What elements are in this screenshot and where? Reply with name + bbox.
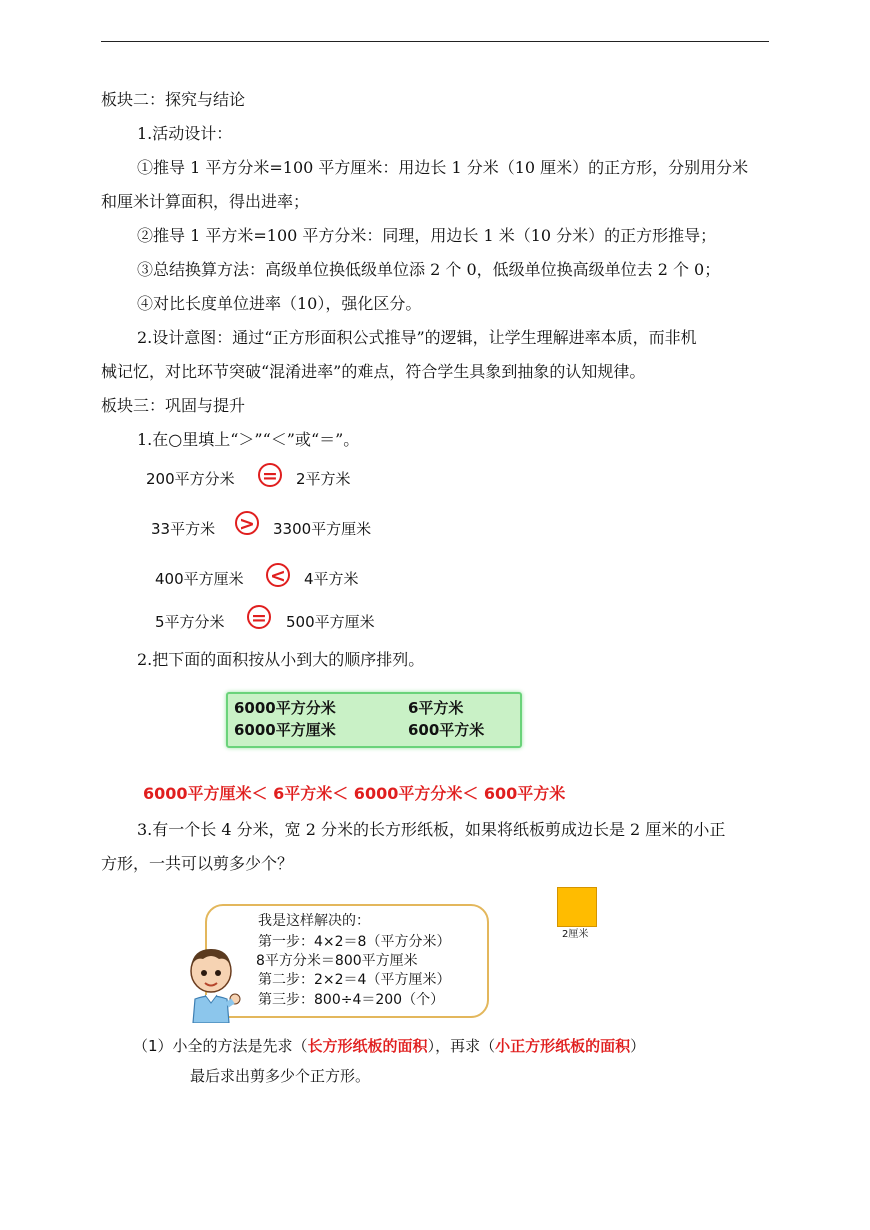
area-2: 6平方米	[408, 699, 464, 717]
compare1-left: 200平方分米	[146, 470, 235, 488]
item3: ③总结换算方法：高级单位换低级单位添 2 个 0，低级单位换高级单位去 2 个 0；	[137, 260, 721, 279]
question2: 2.把下面的面积按从小到大的顺序排列。	[137, 650, 425, 669]
sub1-prefix: （1）小全的方法是先求（	[133, 1037, 308, 1055]
header-rule	[101, 41, 769, 42]
sub1-answer1: 长方形纸板的面积	[307, 1037, 428, 1055]
sub1-mid: ），再求（	[427, 1037, 496, 1055]
compare3-left: 400平方厘米	[155, 570, 244, 588]
sub1-line2: 最后求出剪多少个正方形。	[190, 1067, 371, 1085]
square-label: 2厘米	[562, 929, 589, 940]
bubble-line3: 8平方分米＝800平方厘米	[256, 953, 418, 969]
compare2-right: 3300平方厘米	[273, 520, 372, 538]
item4: ④对比长度单位进率（10），强化区分。	[137, 294, 422, 313]
item1-line1: ①推导 1 平方分米=100 平方厘米：用边长 1 分米（10 厘米）的正方形，分别用分米	[137, 158, 749, 177]
bubble-line4: 第二步：2×2＝4（平方厘米）	[258, 972, 451, 988]
section2-title: 板块二：探究与结论	[101, 90, 246, 109]
compare4-sign: =	[247, 605, 271, 629]
bubble-line5: 第三步：800÷4＝200（个）	[258, 992, 445, 1008]
bubble-line1: 我是这样解决的：	[258, 913, 370, 929]
intent-line1: 2.设计意图：通过“正方形面积公式推导”的逻辑，让学生理解进率本质，而非机	[137, 328, 697, 347]
sub1-answer2: 小正方形纸板的面积	[495, 1037, 631, 1055]
activity-heading: 1.活动设计：	[137, 124, 233, 143]
area-3: 6000平方厘米	[234, 721, 336, 739]
compare4-right: 500平方厘米	[286, 613, 375, 631]
compare1-sign: =	[258, 463, 282, 487]
section3-title: 板块三：巩固与提升	[101, 396, 246, 415]
area-1: 6000平方分米	[234, 699, 336, 717]
area-4: 600平方米	[408, 721, 485, 739]
intent-line2: 械记忆，对比环节突破“混淆进率”的难点，符合学生具象到抽象的认知规律。	[101, 362, 646, 381]
question3-line2: 方形，一共可以剪多少个？	[101, 854, 294, 873]
sub1-line1	[133, 1036, 645, 1056]
small-square	[557, 887, 597, 927]
compare2-sign: >	[235, 511, 259, 535]
compare3-right: 4平方米	[304, 570, 359, 588]
compare4-left: 5平方分米	[155, 613, 225, 631]
compare2-left: 33平方米	[151, 520, 216, 538]
item1-line2: 和厘米计算面积，得出进率；	[101, 192, 310, 211]
boy-illustration	[183, 943, 247, 1023]
question1: 1.在○里填上“＞”“＜”或“＝”。	[137, 430, 360, 449]
compare3-sign: <	[266, 563, 290, 587]
answer2: 6000平方厘米＜ 6平方米＜ 6000平方分米＜ 600平方米	[143, 784, 566, 803]
compare1-right: 2平方米	[296, 470, 351, 488]
item2: ②推导 1 平方米=100 平方分米：同理，用边长 1 米（10 分米）的正方形推导；	[137, 226, 717, 245]
bubble-line2: 第一步：4×2＝8（平方分米）	[258, 934, 451, 950]
sub1-suffix: ）	[630, 1037, 646, 1055]
question3-line1: 3.有一个长 4 分米，宽 2 分米的长方形纸板，如果将纸板剪成边长是 2 厘米的小正	[137, 820, 726, 839]
